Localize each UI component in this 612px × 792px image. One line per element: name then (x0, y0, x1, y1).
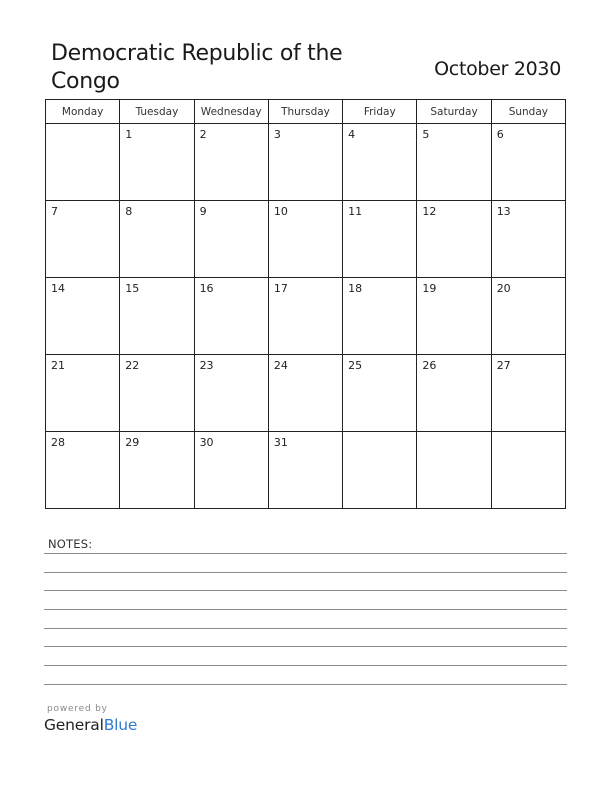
day-number: 9 (199, 205, 207, 218)
day-number: 17 (273, 282, 288, 295)
note-line (44, 665, 567, 666)
day-cell (417, 124, 491, 201)
day-cell (491, 432, 565, 509)
logo-general-text: General (44, 716, 104, 734)
note-line (44, 572, 567, 573)
day-number (343, 432, 416, 436)
generalblue-logo (44, 716, 137, 734)
day-cell (491, 278, 565, 355)
day-cell (46, 201, 120, 278)
day-cell (46, 432, 120, 509)
note-line (44, 684, 567, 685)
day-number: 27 (496, 359, 511, 372)
note-line (44, 628, 567, 629)
day-number (46, 124, 119, 128)
note-line (44, 553, 567, 554)
weekday-saturday: Saturday (417, 100, 491, 124)
day-cell (46, 124, 120, 201)
day-number: 6 (496, 128, 504, 141)
day-number: 12 (422, 205, 437, 218)
day-cell (194, 124, 268, 201)
day-number (492, 432, 565, 436)
note-line (44, 609, 567, 610)
day-number: 1 (125, 128, 133, 141)
day-cell (194, 432, 268, 509)
weekday-friday: Friday (343, 100, 417, 124)
day-number: 13 (496, 205, 511, 218)
day-cell (343, 201, 417, 278)
day-cell (417, 278, 491, 355)
weekday-header-row (46, 100, 566, 124)
note-line (44, 590, 567, 591)
day-number: 4 (348, 128, 356, 141)
day-cell (268, 432, 342, 509)
day-cell (194, 201, 268, 278)
day-cell (120, 432, 194, 509)
weekday-thursday: Thursday (268, 100, 342, 124)
day-cell (343, 278, 417, 355)
day-cell (491, 124, 565, 201)
day-cell (417, 355, 491, 432)
day-cell (120, 355, 194, 432)
day-cell (46, 278, 120, 355)
day-number: 8 (125, 205, 133, 218)
powered-by-text: powered by (47, 704, 108, 714)
note-line (44, 646, 567, 647)
day-cell (491, 355, 565, 432)
day-cell (194, 355, 268, 432)
day-number: 10 (273, 205, 288, 218)
weekday-wednesday: Wednesday (194, 100, 268, 124)
day-number (417, 432, 490, 436)
day-number: 19 (422, 282, 437, 295)
day-number: 31 (273, 436, 288, 449)
day-number: 22 (125, 359, 140, 372)
day-number: 5 (422, 128, 430, 141)
day-cell (268, 278, 342, 355)
day-cell (268, 124, 342, 201)
day-cell (120, 124, 194, 201)
day-cell (46, 355, 120, 432)
day-number: 21 (51, 359, 65, 372)
notes-label: NOTES: (48, 537, 93, 551)
day-number: 26 (422, 359, 437, 372)
day-number: 15 (125, 282, 140, 295)
day-number: 24 (273, 359, 288, 372)
week-row (46, 201, 566, 278)
day-cell (343, 355, 417, 432)
day-cell (120, 201, 194, 278)
day-cell (268, 201, 342, 278)
day-number: 25 (348, 359, 363, 372)
day-number: 7 (51, 205, 58, 218)
weekday-sunday: Sunday (491, 100, 565, 124)
day-cell (343, 432, 417, 509)
day-number: 3 (273, 128, 281, 141)
weekday-tuesday: Tuesday (120, 100, 194, 124)
day-number: 18 (348, 282, 363, 295)
day-cell (491, 201, 565, 278)
day-cell (120, 278, 194, 355)
page-title: Democratic Republic of the Congo (51, 41, 343, 94)
week-row (46, 355, 566, 432)
day-cell (343, 124, 417, 201)
month-year: October 2030 (434, 58, 561, 80)
day-number: 14 (51, 282, 65, 295)
weekday-monday: Monday (46, 100, 120, 124)
week-row (46, 278, 566, 355)
day-cell (417, 432, 491, 509)
day-number: 28 (51, 436, 65, 449)
calendar-grid (45, 99, 566, 509)
day-cell (268, 355, 342, 432)
week-row (46, 124, 566, 201)
day-number: 11 (348, 205, 363, 218)
day-number: 2 (199, 128, 207, 141)
day-number: 29 (125, 436, 140, 449)
week-row (46, 432, 566, 509)
day-cell (194, 278, 268, 355)
day-number: 30 (199, 436, 214, 449)
day-number: 16 (199, 282, 214, 295)
day-cell (417, 201, 491, 278)
day-number: 23 (199, 359, 214, 372)
day-number: 20 (496, 282, 511, 295)
logo-blue-text: Blue (103, 716, 138, 734)
